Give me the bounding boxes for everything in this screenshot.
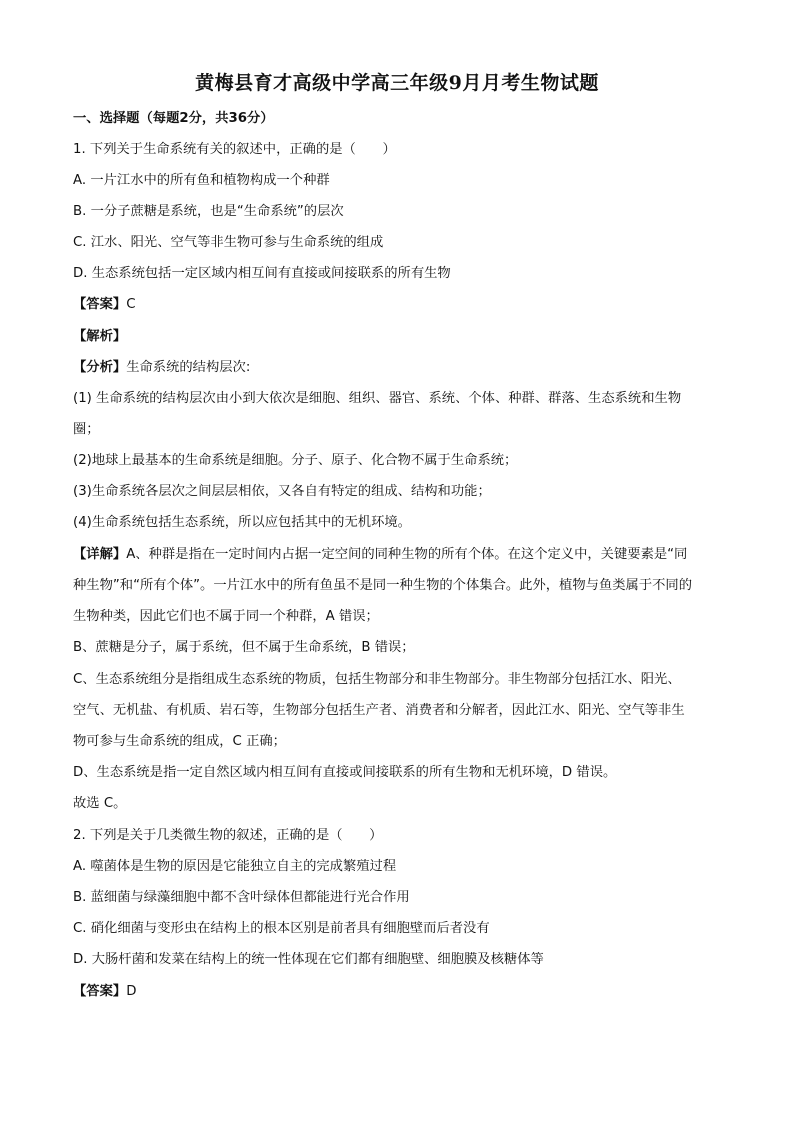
exam-title: 黄梅县育才高级中学高三年级9月月考生物试题: [195, 72, 599, 94]
answer-tag: 【答案】: [73, 984, 127, 999]
fenxi-tag: 【分析】: [73, 360, 127, 375]
q1-conclusion: 故选 C。: [73, 796, 127, 811]
q1-point-2: (2)地球上最基本的生命系统是细胞。分子、原子、化合物不属于生命系统；: [73, 453, 518, 468]
q1-point-1-cont: 圈；: [73, 422, 100, 437]
q2-option-c: C. 硝化细菌与变形虫在结构上的根本区别是前者具有细胞壁而后者没有: [73, 921, 490, 936]
q1-detail-7: 物可参与生命系统的组成，C 正确；: [73, 734, 286, 749]
answer-tag: 【答案】: [73, 297, 127, 312]
q2-stem: 2. 下列是关于几类微生物的叙述，正确的是（ ）: [73, 828, 383, 843]
q2-option-a: A. 噬菌体是生物的原因是它能独立自主的完成繁殖过程: [73, 859, 397, 874]
q1-answer: [73, 296, 135, 314]
q1-detail-5: C、生态系统组分是指组成生态系统的物质，包括生物部分和非生物部分。非生物部分包括江水、阳光、: [73, 672, 681, 687]
q2-option-b: B. 蓝细菌与绿藻细胞中都不含叶绿体但都能进行光合作用: [73, 890, 410, 905]
q1-analysis-tag: [73, 328, 126, 346]
fenxi-text: 生命系统的结构层次:: [126, 360, 251, 375]
analysis-tag: 【解析】: [73, 329, 127, 344]
q1-detail-6: 空气、无机盐、有机质、岩石等，生物部分包括生产者、消费者和分解者，因此江水、阳光、空气等非生: [73, 703, 685, 718]
answer-value: D: [126, 984, 137, 999]
detail-text: A、种群是指在一定时间内占据一定空间的同种生物的所有个体。在这个定义中，关键要素是“同: [126, 547, 688, 562]
q1-point-1: (1) 生命系统的结构层次由小到大依次是细胞、组织、器官、系统、个体、种群、群落、生态系统和生物: [73, 391, 682, 406]
q1-fenxi: [73, 359, 250, 377]
q1-point-4: (4)生命系统包括生态系统，所以应包括其中的无机环境。: [73, 515, 411, 530]
q1-option-a: A. 一片江水中的所有鱼和植物构成一个种群: [73, 173, 330, 188]
detail-tag: 【详解】: [73, 547, 127, 562]
q1-option-b: B. 一分子蔗糖是系统，也是“生命系统”的层次: [73, 204, 344, 219]
q1-option-c: C. 江水、阳光、空气等非生物可参与生命系统的组成: [73, 235, 384, 250]
q2-answer: [73, 983, 136, 1001]
q1-detail-1: [73, 546, 687, 564]
q1-option-d: D. 生态系统包括一定区域内相互间有直接或间接联系的所有生物: [73, 266, 451, 281]
q1-detail-8: D、生态系统是指一定自然区域内相互间有直接或间接联系的所有生物和无机环境，D 错误。: [73, 765, 617, 780]
q1-detail-2: 种生物”和“所有个体”。一片江水中的所有鱼虽不是同一种生物的个体集合。此外，植物与鱼类属于不同的: [73, 578, 693, 593]
q1-point-3: (3)生命系统各层次之间层层相依，又各自有特定的组成、结构和功能；: [73, 484, 491, 499]
answer-value: C: [126, 297, 136, 312]
section-header: 一、选择题（每题2分，共36分）: [73, 111, 274, 126]
q1-detail-4: B、蔗糖是分子，属于系统，但不属于生命系统，B 错误；: [73, 640, 415, 655]
q2-option-d: D. 大肠杆菌和发菜在结构上的统一性体现在它们都有细胞壁、细胞膜及核糖体等: [73, 952, 544, 967]
q1-detail-3: 生物种类，因此它们也不属于同一个种群，A 错误；: [73, 609, 379, 624]
q1-stem: 1. 下列关于生命系统有关的叙述中，正确的是（ ）: [73, 142, 396, 157]
